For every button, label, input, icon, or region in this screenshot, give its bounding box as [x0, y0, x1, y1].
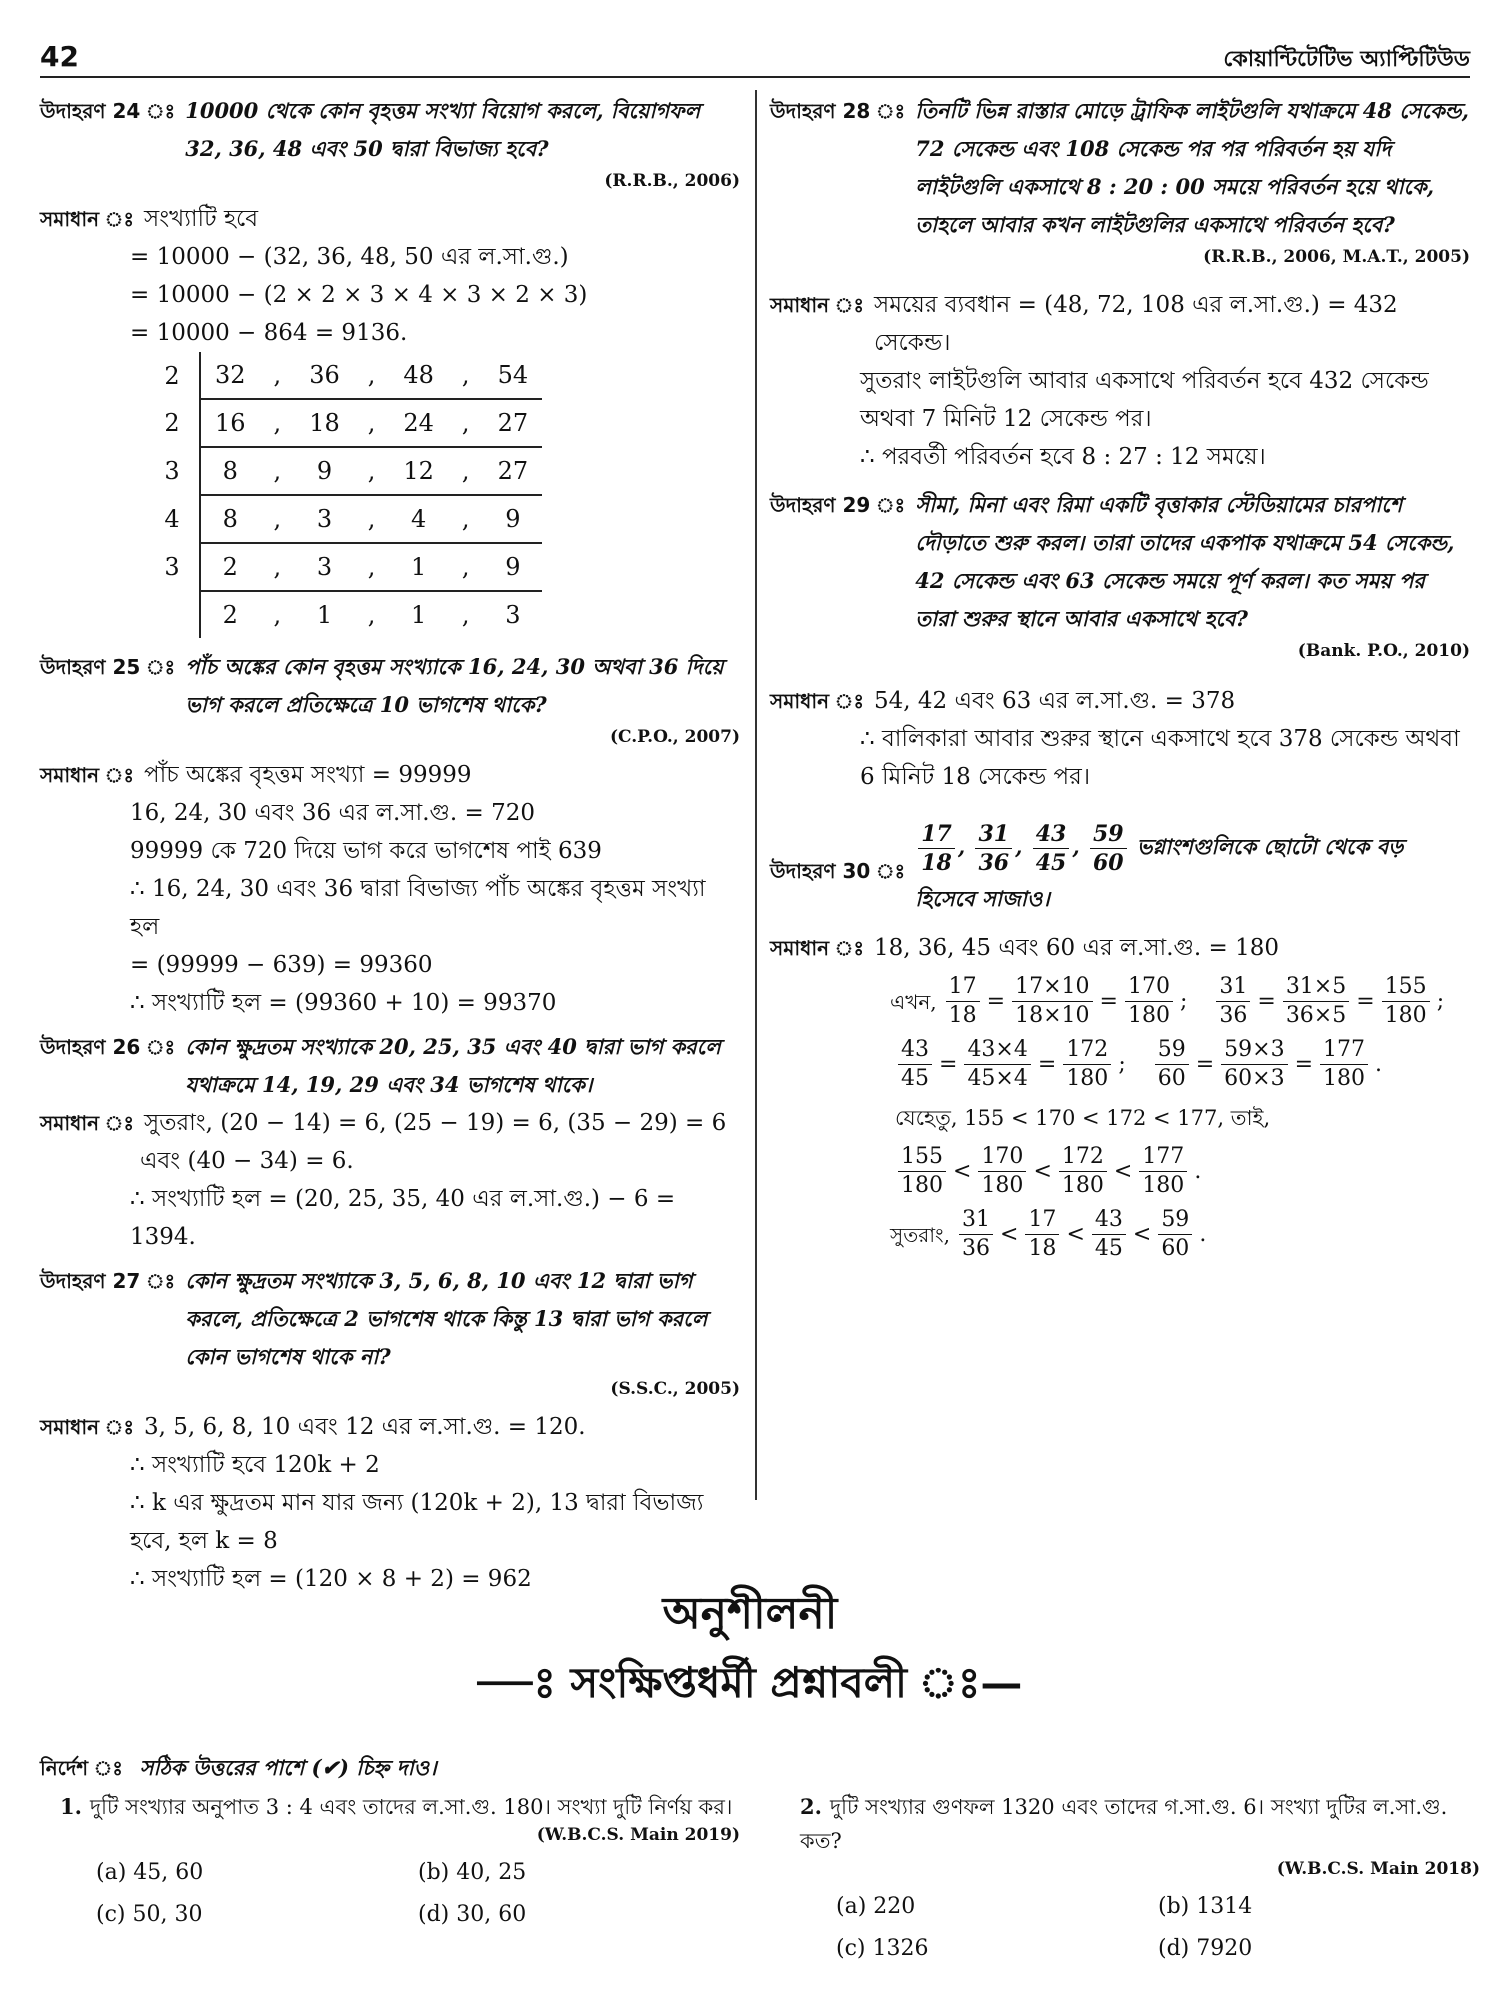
ordering-row: সুতরাং, $\frac{31}{36}$ < $\frac{17}{18}$ < $\frac{43}{45}$ < $\frac{59}{60}$ .	[890, 1207, 1207, 1261]
fraction: $\frac{170}{180}$	[978, 1143, 1026, 1200]
question-number: 2.	[800, 1794, 822, 1819]
solution-label: সমাধান ঃ	[40, 1111, 134, 1135]
solution-line: ∴ পরবর্তী পরিবর্তন হবে 8 : 27 : 12 সময়ে।	[860, 444, 1266, 470]
solution-line: = 10000 − (32, 36, 48, 50 এর ল.সা.গু.)	[130, 244, 569, 270]
question-text: দুটি সংখ্যার গুণফল 1320 এবং তাদের গ.সা.গু. 6। সংখ্যা দুটির ল.সা.গু. কত?	[800, 1795, 1448, 1853]
lcm-cell: 9	[484, 543, 543, 591]
equation-row: এখন, $\frac{17}{18}$ = $\frac{17\times 10}{18\times 10}$ = $\frac{170}{180}$ ; $\frac{31}{36}$ = $\frac{31\times 5}{36\times 5}$ = $\frac{155}{180}$ ;	[890, 974, 1445, 1028]
example-30	[770, 820, 1470, 1263]
lcm-cell: ,	[448, 447, 484, 495]
lcm-cell: ,	[354, 352, 390, 399]
example-question: কোন ক্ষুদ্রতম সংখ্যাকে 3, 5, 6, 8, 10 এবং 12 দ্বারা ভাগ করলে, প্রতিক্ষেত্রে 2 ভাগশেষ থাকে কিন্তু 13 দ্বারা ভাগ করলে কোন ভাগশেষ থাকে না?	[185, 1268, 708, 1369]
example-label: উদাহরণ 28 ঃ	[770, 99, 906, 123]
fraction: $\frac{155}{180}$	[1382, 973, 1430, 1030]
solution-line: ∴ সংখ্যাটি হল = (20, 25, 35, 40 এর ল.সা.গু.) − 6 = 1394.	[130, 1186, 676, 1250]
right-column	[770, 92, 1470, 1269]
lcm-cell: 9	[295, 447, 354, 495]
lcm-cell: ,	[260, 543, 296, 591]
fraction: $\frac{31}{36}$	[959, 1206, 993, 1263]
lcm-row	[145, 543, 542, 591]
since-line: যেহেতু, 155 < 170 < 172 < 177, তাই,	[895, 1106, 1271, 1130]
example-question: পাঁচ অঙ্কের কোন বৃহত্তম সংখ্যাকে 16, 24, 30 অথবা 36 দিয়ে ভাগ করলে প্রতিক্ষেত্রে 10 ভাগশেষ থাকে?	[185, 654, 724, 717]
solution-line: ∴ সংখ্যাটি হল = (120 × 8 + 2) = 962	[130, 1566, 532, 1592]
section-title: অনুশীলনী	[662, 1588, 838, 1639]
instruction	[40, 1752, 437, 1787]
lcm-cell: 8	[200, 495, 260, 543]
lcm-divisor: 4	[145, 495, 200, 543]
example-26	[40, 1028, 740, 1256]
example-label: উদাহরণ 27 ঃ	[40, 1269, 176, 1293]
example-question: কোন ক্ষুদ্রতম সংখ্যাকে 20, 25, 35 এবং 40 দ্বারা ভাগ করলে যথাক্রমে 14, 19, 29 এবং 34 ভাগশেষ থাকে।	[185, 1034, 721, 1097]
lcm-row	[145, 591, 542, 638]
example-27	[40, 1262, 740, 1598]
lcm-cell: ,	[273, 601, 282, 629]
lcm-divisor	[145, 591, 200, 638]
lcm-cell: ,	[354, 543, 390, 591]
lcm-cell: 4	[389, 495, 448, 543]
solution-line: ∴ বালিকারা আবার শুরুর স্থানে একসাথে হবে 378 সেকেন্ড অথবা 6 মিনিট 18 সেকেন্ড পর।	[860, 726, 1460, 790]
fraction: $\frac{59\times 3}{60\times 3}$	[1221, 1036, 1287, 1093]
lcm-row	[145, 352, 542, 399]
option-b[interactable]: (b) 40, 25	[418, 1860, 527, 1885]
fraction: $\frac{170}{180}$	[1125, 973, 1173, 1030]
running-title: কোয়ান্টিটেটিভ অ্যাপ্টিটিউড	[1223, 47, 1470, 72]
solution-line: 18, 36, 45 এবং 60 এর ল.সা.গু. = 180	[874, 935, 1280, 961]
option-c[interactable]: (c) 50, 30	[96, 1902, 203, 1927]
fraction: $\frac{177}{180}$	[1139, 1143, 1187, 1200]
left-column	[40, 92, 740, 1604]
fraction: $\frac{59}{60}$	[1158, 1206, 1192, 1263]
lcm-cell: 3	[295, 543, 354, 591]
equation-row: $\frac{43}{45}$ = $\frac{43\times 4}{45\times 4}$ = $\frac{172}{180}$ ; $\frac{59}{60}$ = $\frac{59\times 3}{60\times 3}$ = $\frac{177}{180}$ .	[770, 1036, 1470, 1093]
fraction: $\frac{59}{60}$	[1155, 1036, 1189, 1093]
lcm-cell: 2	[200, 543, 260, 591]
lcm-cell: 2	[222, 601, 238, 629]
question-text: দুটি সংখ্যার অনুপাত 3 : 4 এবং তাদের ল.সা.গু. 180। সংখ্যা দুটি নির্ণয় কর।	[89, 1795, 733, 1819]
question-2	[800, 1790, 1480, 1970]
lcm-cell: 18	[295, 399, 354, 447]
lcm-cell: ,	[260, 495, 296, 543]
lcm-cell: 32	[200, 352, 260, 399]
solution-line: = 10000 − (2 × 2 × 3 × 4 × 3 × 2 × 3)	[130, 282, 588, 308]
lcm-cell: 12	[389, 447, 448, 495]
lcm-cell: ,	[354, 399, 390, 447]
lcm-row	[145, 447, 542, 495]
solution-line: ∴ 16, 24, 30 এবং 36 দ্বারা বিভাজ্য পাঁচ অঙ্কের বৃহত্তম সংখ্যা হল	[130, 876, 706, 940]
fraction: $\frac{172}{180}$	[1059, 1143, 1107, 1200]
lcm-cell: ,	[448, 543, 484, 591]
lcm-division-table	[145, 352, 542, 638]
question-tail: ভগ্নাংশগুলিকে ছোটো থেকে বড় হিসেবে সাজাও।	[915, 834, 1404, 911]
page-header	[40, 36, 1470, 78]
lcm-cell: ,	[354, 447, 390, 495]
solution-label: সমাধান ঃ	[40, 207, 134, 231]
solution-line: = (99999 − 639) = 99360	[130, 952, 433, 978]
lcm-cell: 1	[316, 601, 333, 629]
fraction: $\frac{17}{18}$	[946, 973, 980, 1030]
fraction: $\frac{59}{60}$	[1090, 820, 1127, 877]
example-source: (S.S.C., 2005)	[610, 1379, 740, 1399]
lcm-cell: ,	[461, 601, 470, 629]
solution-line: এবং (40 − 34) = 6.	[140, 1148, 354, 1174]
example-source: (Bank. P.O., 2010)	[1297, 641, 1470, 661]
fraction: $\frac{43}{45}$	[1033, 820, 1070, 877]
lcm-cell: ,	[260, 352, 296, 399]
question-number: 1.	[60, 1794, 82, 1819]
ordering-row: $\frac{155}{180}$ < $\frac{170}{180}$ < $\frac{172}{180}$ < $\frac{177}{180}$ .	[770, 1143, 1470, 1200]
lcm-cell: 9	[484, 495, 543, 543]
lcm-divisor: 3	[145, 447, 200, 495]
lcm-cell: ,	[367, 601, 376, 629]
solution-label: সমাধান ঃ	[40, 763, 134, 787]
lcm-cell: ,	[448, 352, 484, 399]
solution-line: সুতরাং লাইটগুলি আবার একসাথে পরিবর্তন হবে 432 সেকেন্ড অথবা 7 মিনিট 12 সেকেন্ড পর।	[860, 368, 1429, 432]
lcm-cell: 16	[200, 399, 260, 447]
option-d[interactable]: (d) 7920	[1158, 1936, 1253, 1961]
lcm-divisor: 3	[145, 543, 200, 591]
lcm-cell: ,	[354, 495, 390, 543]
option-a[interactable]: (a) 220	[836, 1894, 916, 1919]
lcm-cell: ,	[448, 399, 484, 447]
example-source: (R.R.B., 2006, M.A.T., 2005)	[1203, 247, 1470, 267]
lcm-cell: 54	[484, 352, 543, 399]
solution-label: সমাধান ঃ	[770, 936, 864, 960]
lcm-cell: 36	[295, 352, 354, 399]
fraction: $\frac{43}{45}$	[898, 1036, 932, 1093]
solution-label: সমাধান ঃ	[770, 293, 864, 317]
example-28	[770, 92, 1470, 476]
lcm-cell: ,	[448, 495, 484, 543]
solution-line: পাঁচ অঙ্কের বৃহত্তম সংখ্যা = 99999	[144, 762, 472, 788]
solution-label: সমাধান ঃ	[40, 1415, 134, 1439]
column-divider	[755, 90, 757, 1500]
lcm-cell: 27	[484, 399, 543, 447]
example-29	[770, 486, 1470, 796]
lcm-divisor: 2	[145, 399, 200, 447]
fraction: $\frac{17\times 10}{18\times 10}$	[1012, 973, 1092, 1030]
solution-line: ∴ সংখ্যাটি হবে 120k + 2	[130, 1452, 380, 1478]
solution-line: সুতরাং, (20 − 14) = 6, (25 − 19) = 6, (35 − 29) = 6	[144, 1110, 727, 1136]
question-1	[60, 1790, 740, 1936]
example-question: সীমা, মিনা এবং রিমা একটি বৃত্তাকার স্টেডিয়ামের চারপাশে দৌড়াতে শুরু করল। তারা তাদের একপাক যথাক্রমে 54 সেকেন্ড, 42 সেকেন্ড এবং 63 সেকেন্ড সময়ে পূর্ণ করল। কত সময় পর তারা শুরুর স্থানে আবার একসাথে হবে?	[915, 492, 1455, 631]
lcm-cell: 3	[295, 495, 354, 543]
solution-line: 16, 24, 30 এবং 36 এর ল.সা.গু. = 720	[130, 800, 536, 826]
now-label: এখন,	[890, 989, 937, 1014]
fraction: $\frac{17}{18}$	[1025, 1206, 1059, 1263]
lcm-divisor: 2	[145, 352, 200, 399]
lcm-cell: 24	[389, 399, 448, 447]
lcm-cell: 8	[200, 447, 260, 495]
example-label: উদাহরণ 24 ঃ	[40, 99, 176, 123]
lcm-cell: 1	[411, 601, 427, 629]
solution-line: সময়ের ব্যবধান = (48, 72, 108 এর ল.সা.গু.) = 432 সেকেন্ড।	[874, 292, 1398, 356]
question-source: (W.B.C.S. Main 2019)	[536, 1825, 740, 1845]
fraction: $\frac{43\times 4}{45\times 4}$	[964, 1036, 1030, 1093]
lcm-cell: ,	[260, 399, 296, 447]
section-subtitle: —ঃ সংক্ষিপ্তধর্মী প্রশ্নাবলী ঃ—	[477, 1658, 1023, 1707]
lcm-row	[145, 495, 542, 543]
page-number: 42	[40, 40, 79, 73]
instruction-label: নির্দেশ ঃ	[40, 1756, 123, 1780]
instruction-text: সঠিক উত্তরের পাশে (✔) চিহ্ন দাও।	[139, 1755, 437, 1780]
question-source: (W.B.C.S. Main 2018)	[1276, 1859, 1480, 1879]
lcm-cell: 48	[389, 352, 448, 399]
option-b[interactable]: (b) 1314	[1158, 1894, 1253, 1919]
solution-line: 99999 কে 720 দিয়ে ভাগ করে ভাগশেষ পাই 639	[130, 838, 602, 864]
fraction: $\frac{172}{180}$	[1063, 1036, 1111, 1093]
fraction: $\frac{31\times 5}{36\times 5}$	[1283, 973, 1349, 1030]
lcm-cell: 3	[505, 601, 521, 629]
option-d[interactable]: (d) 30, 60	[418, 1902, 527, 1927]
example-question: 10000 থেকে কোন বৃহত্তম সংখ্যা বিয়োগ করলে, বিয়োগফল 32, 36, 48 এবং 50 দ্বারা বিভাজ্য হবে?	[185, 98, 701, 161]
example-label: উদাহরণ 26 ঃ	[40, 1035, 176, 1059]
fraction: $\frac{31}{36}$	[1216, 973, 1250, 1030]
solution-line: 54, 42 এবং 63 এর ল.সা.গু. = 378	[874, 688, 1236, 714]
lcm-cell: 27	[484, 447, 543, 495]
therefore-label: সুতরাং,	[890, 1222, 950, 1247]
solution-line: ∴ k এর ক্ষুদ্রতম মান যার জন্য (120k + 2), 13 দ্বারা বিভাজ্য হবে, হল k = 8	[130, 1490, 704, 1554]
example-25	[40, 648, 740, 1022]
lcm-cell: ,	[260, 447, 296, 495]
lcm-cell: 1	[389, 543, 448, 591]
example-label: উদাহরণ 25 ঃ	[40, 655, 176, 679]
example-24	[40, 92, 740, 638]
option-a[interactable]: (a) 45, 60	[96, 1860, 204, 1885]
fraction: $\frac{43}{45}$	[1092, 1206, 1126, 1263]
lcm-row	[145, 399, 542, 447]
fraction: $\frac{177}{180}$	[1320, 1036, 1368, 1093]
solution-label: সমাধান ঃ	[770, 689, 864, 713]
example-source: (R.R.B., 2006)	[604, 171, 740, 191]
solution-line: 3, 5, 6, 8, 10 এবং 12 এর ল.সা.গু. = 120.	[144, 1414, 586, 1440]
example-question: তিনটি ভিন্ন রাস্তার মোড়ে ট্রাফিক লাইটগুলি যথাক্রমে 48 সেকেন্ড, 72 সেকেন্ড এবং 108 সেকেন্ড পর পর পরিবর্তন হয় যদি লাইটগুলি একসাথে 8 : 20 : 00 সময়ে পরিবর্তন হয়ে থাকে, তাহলে আবার কখন লাইটগুলির একসাথে পরিবর্তন হবে?	[915, 98, 1469, 237]
solution-line: = 10000 − 864 = 9136.	[130, 320, 408, 346]
solution-line: সংখ্যাটি হবে	[144, 206, 259, 232]
solution-line: ∴ সংখ্যাটি হল = (99360 + 10) = 99370	[130, 990, 557, 1016]
fraction: $\frac{17}{18}$	[918, 820, 955, 877]
example-source: (C.P.O., 2007)	[609, 727, 740, 747]
fraction: $\frac{155}{180}$	[898, 1143, 946, 1200]
example-label: উদাহরণ 30 ঃ	[770, 858, 906, 883]
option-c[interactable]: (c) 1326	[836, 1936, 929, 1961]
example-question: $\frac{17}{18}$ , $\frac{31}{36}$ , $\frac{43}{45}$ , $\frac{59}{60}$ ভগ্নাংশগুলিকে ছোটো থেকে বড় হিসেবে সাজাও।	[915, 821, 1404, 911]
example-label: উদাহরণ 29 ঃ	[770, 493, 906, 517]
fraction: $\frac{31}{36}$	[975, 820, 1012, 877]
